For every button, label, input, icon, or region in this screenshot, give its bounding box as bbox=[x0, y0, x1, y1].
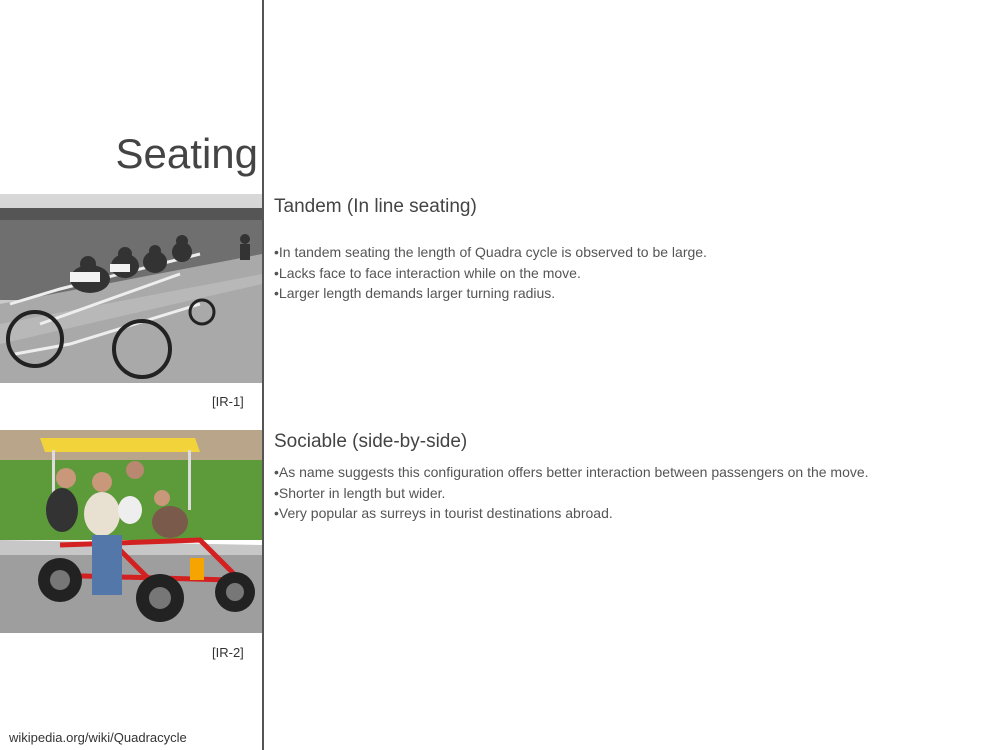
list-item: •Very popular as surreys in tourist destinations abroad. bbox=[274, 505, 613, 521]
tandem-bullet-list bbox=[274, 242, 707, 304]
source-link[interactable]: wikipedia.org/wiki/Quadracycle bbox=[9, 730, 187, 745]
image-caption-1: [IR-1] bbox=[212, 394, 244, 409]
section-heading-sociable: Sociable (side-by-side) bbox=[274, 431, 468, 452]
tandem-quadracycle-photo bbox=[0, 194, 262, 383]
sociable-quadracycle-photo bbox=[0, 430, 262, 633]
list-item: •Shorter in length but wider. bbox=[274, 484, 446, 501]
list-item: •Larger length demands larger turning radius. bbox=[274, 285, 556, 301]
sociable-bullet-list bbox=[274, 462, 869, 524]
vertical-divider bbox=[262, 0, 264, 750]
slide-title: Seating bbox=[115, 130, 258, 177]
image-caption-2: [IR-2] bbox=[212, 645, 244, 660]
list-item: •Lacks face to face interaction while on the move. bbox=[274, 264, 581, 281]
list-item: •As name suggests this configuration offers better interaction between passengers on the move. bbox=[274, 464, 869, 480]
section-heading-tandem: Tandem (In line seating) bbox=[274, 196, 477, 217]
list-item: •In tandem seating the length of Quadra cycle is observed to be large. bbox=[274, 244, 707, 260]
